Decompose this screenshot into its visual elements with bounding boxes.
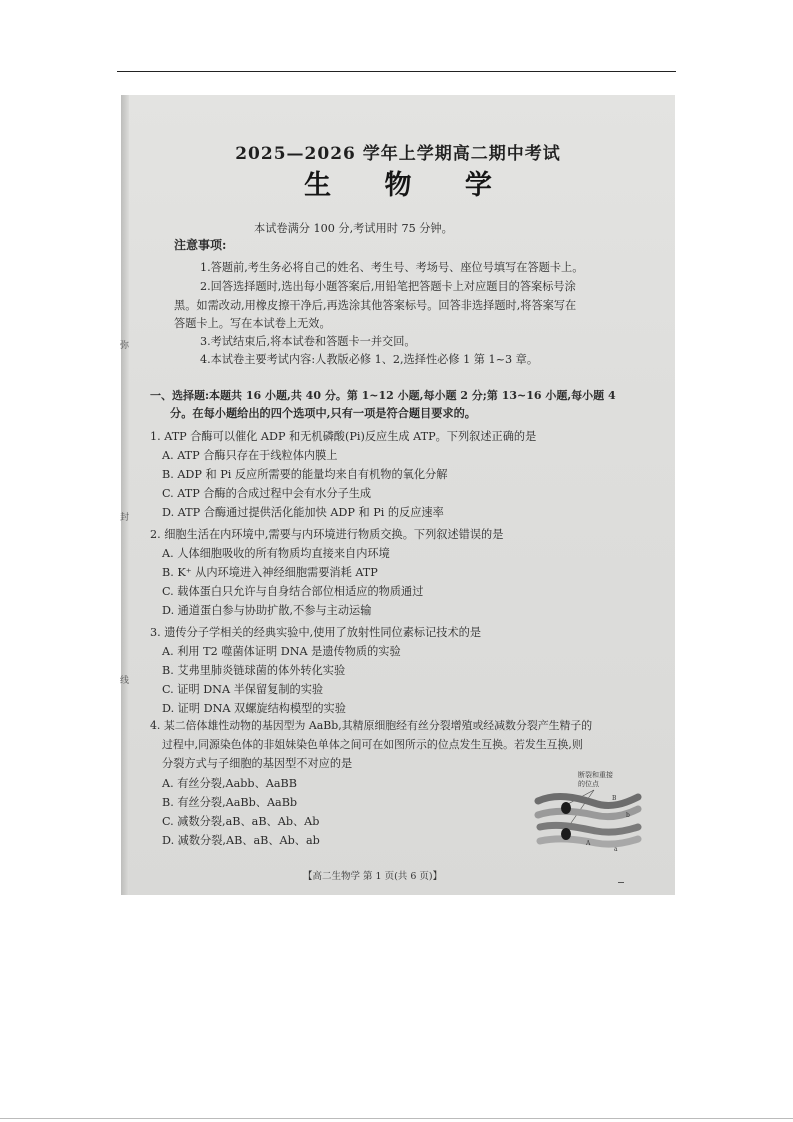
question-option: C. 证明 DNA 半保留复制的实验 [162, 683, 324, 696]
crossover-diagram [526, 771, 646, 857]
notice-heading: 注意事项: [174, 238, 227, 252]
question-option: C. 载体蛋白只允许与自身结合部位相适应的物质通过 [162, 585, 424, 598]
chromatid [540, 825, 638, 832]
notice-item: 4.本试卷主要考试内容:人教版必修 1、2,选择性必修 1 第 1~3 章。 [200, 353, 539, 366]
chromosome-figure [526, 771, 646, 857]
question-stem: 2. 细胞生活在内环境中,需要与内环境进行物质交换。下列叙述错误的是 [150, 528, 504, 541]
question-option: A. 利用 T2 噬菌体证明 DNA 是遗传物质的实验 [162, 645, 401, 658]
question-stem: 1. ATP 合酶可以催化 ADP 和无机磷酸(Pi)反应生成 ATP。下列叙述正确的是 [150, 430, 537, 443]
question-option: D. 通道蛋白参与协助扩散,不参与主动运输 [162, 604, 372, 617]
centromere [561, 828, 571, 840]
question-option: B. 有丝分裂,AaBb、AaBb [162, 796, 298, 809]
section-heading: 一、选择题:本题共 16 小题,共 40 分。第 1~12 小题,每小题 2 分;第 13~16 小题,每小题 4 [150, 389, 616, 402]
notice-item: 2.回答选择题时,选出每小题答案后,用铅笔把答题卡上对应题目的答案标号涂 [200, 280, 576, 293]
question-option: D. ATP 合酶通过提供活化能加快 ADP 和 Pi 的反应速率 [162, 506, 444, 519]
svg-text:A: A [586, 840, 591, 847]
question-stem: 过程中,同源染色体的非姐妹染色单体之间可在如图所示的位点发生互换。若发生互换,则 [162, 738, 583, 751]
question-option: A. 人体细胞吸收的所有物质均直接来自内环境 [162, 547, 390, 560]
question-option: B. K⁺ 从内环境进入神经细胞需要消耗 ATP [162, 566, 378, 579]
subject-title: 生 物 学 [304, 170, 514, 201]
centromere [561, 802, 571, 814]
chromatid [538, 797, 638, 806]
question-stem: 3. 遗传分子学相关的经典实验中,使用了放射性同位素标记技术的是 [150, 626, 482, 639]
notice-item: 答题卡上。写在本试卷上无效。 [174, 317, 331, 330]
question-option: A. 有丝分裂,Aabb、AaBB [162, 777, 297, 790]
question-option: A. ATP 合酶只存在于线粒体内膜上 [162, 449, 338, 462]
question-option: B. 艾弗里肺炎链球菌的体外转化实验 [162, 664, 346, 677]
intro-text: 本试卷满分 100 分,考试用时 75 分钟。 [254, 222, 453, 235]
figure-label: 的位点 [578, 780, 599, 788]
notice-item: 黑。如需改动,用橡皮擦干净后,再选涂其他答案标号。回答非选择题时,将答案写在 [174, 299, 577, 312]
exam-title: 2025—2026 学年上学期高二期中考试 [235, 144, 561, 164]
svg-text:a: a [614, 846, 618, 853]
chromatid [538, 809, 638, 817]
binding-mark: 弥 [120, 341, 130, 351]
bottom-rule [0, 1118, 793, 1119]
exam-page-photo [121, 95, 675, 895]
figure-label: 断裂和重接 [578, 771, 613, 779]
page-footer: 【高二生物学 第 1 页(共 6 页)】 [303, 871, 443, 882]
question-stem: 分裂方式与子细胞的基因型不对应的是 [162, 757, 353, 770]
binding-mark: 封 [120, 513, 130, 523]
question-option: C. ATP 合酶的合成过程中会有水分子生成 [162, 487, 372, 500]
footer-dash [618, 882, 624, 883]
question-option: D. 减数分裂,AB、aB、Ab、ab [162, 834, 320, 847]
question-option: C. 减数分裂,aB、aB、Ab、Ab [162, 815, 320, 828]
top-rule [117, 71, 676, 72]
page-edge-shadow [121, 95, 129, 895]
question-option: D. 证明 DNA 双螺旋结构模型的实验 [162, 702, 346, 715]
svg-text:B: B [612, 795, 617, 802]
binding-mark: 线 [120, 676, 130, 686]
question-stem: 4. 某二倍体雄性动物的基因型为 AaBb,其精原细胞经有丝分裂增殖或经减数分裂产生精子的 [150, 719, 593, 732]
question-option: B. ADP 和 Pi 反应所需要的能量均来自有机物的氧化分解 [162, 468, 448, 481]
svg-text:b: b [626, 812, 630, 819]
notice-item: 3.考试结束后,将本试卷和答题卡一并交回。 [200, 335, 416, 348]
section-heading-cont: 分。在每小题给出的四个选项中,只有一项是符合题目要求的。 [170, 406, 476, 420]
notice-item: 1.答题前,考生务必将自己的姓名、考生号、考场号、座位号填写在答题卡上。 [200, 261, 584, 274]
